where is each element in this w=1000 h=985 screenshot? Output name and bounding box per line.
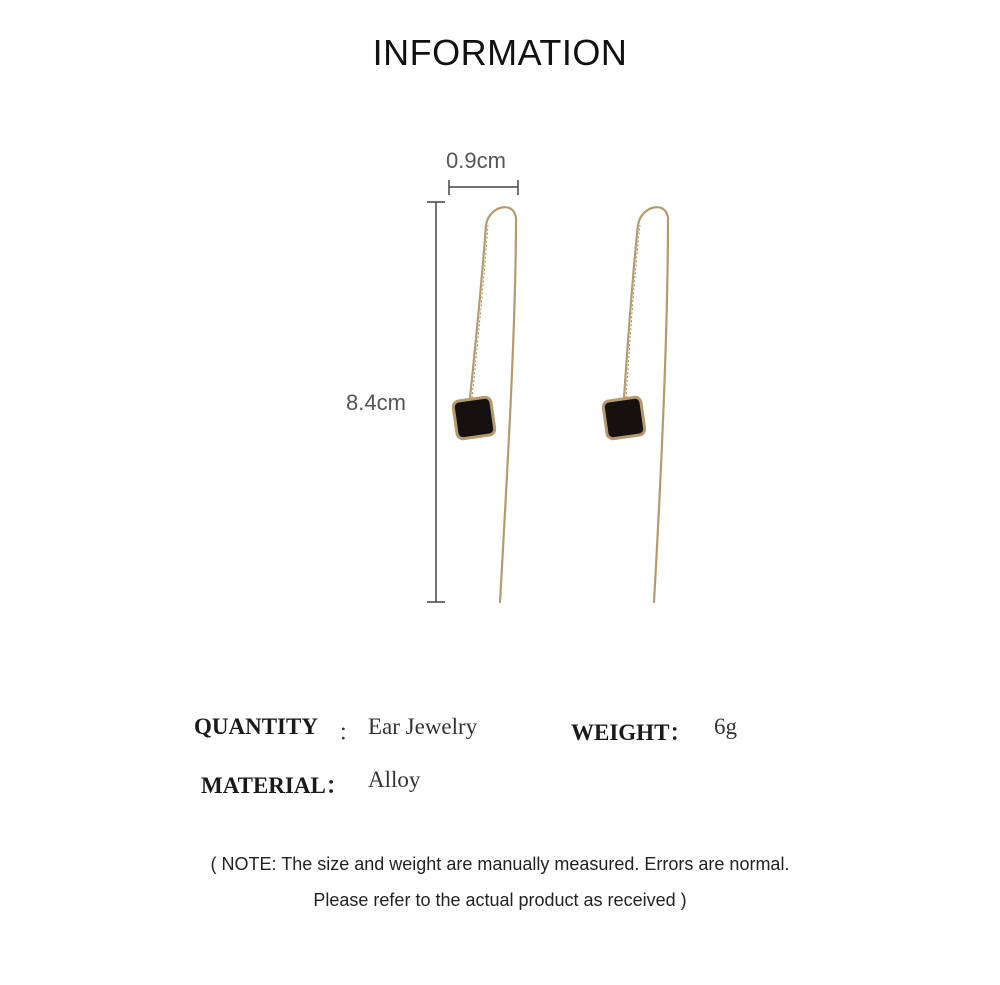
material-label: MATERIAL： [201, 773, 349, 798]
quantity-value: Ear Jewelry [368, 714, 478, 739]
note-line-1: ( NOTE: The size and weight are manually measured. Errors are normal. [210, 854, 790, 874]
width-measurement-label: 0.9cm [446, 148, 506, 173]
quantity-separator: ： [338, 720, 361, 745]
width-dimension-bracket [449, 180, 518, 195]
page-title: INFORMATION [372, 32, 628, 73]
earring-right [603, 207, 668, 602]
weight-value: 6g [714, 714, 737, 739]
quantity-label: QUANTITY [194, 714, 318, 739]
earring-left [453, 207, 516, 602]
note-line-2: Please refer to the actual product as received ) [313, 890, 687, 910]
height-measurement-label: 8.4cm [346, 390, 406, 415]
material-value: Alloy [368, 767, 421, 792]
height-dimension-bracket [427, 202, 445, 602]
weight-label: WEIGHT： [571, 720, 693, 745]
